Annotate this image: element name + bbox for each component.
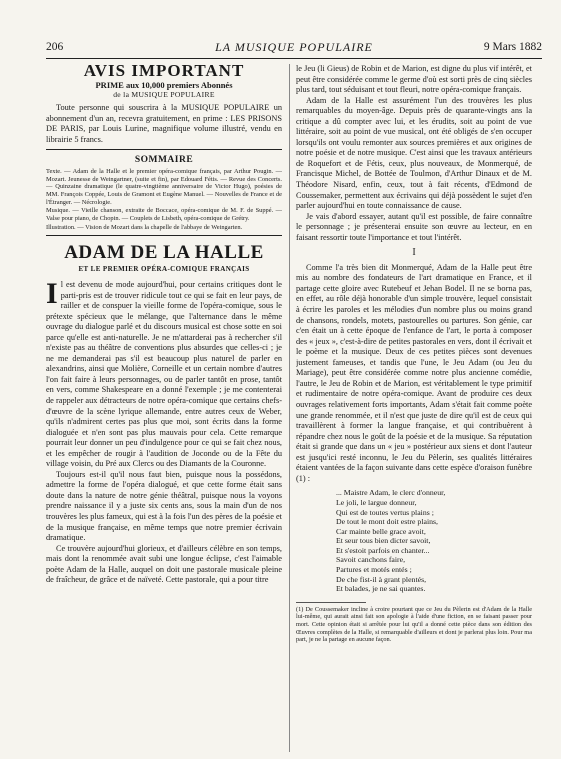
poem-line: Et balades, je ne sai quantes.	[336, 584, 426, 594]
summary-item: Texte. — Adam de la Halle et le premier opéra-comique français, par Arthur Pougin. — Mozart. Jeunesse de Weingartner, (suite et fin), par Edouard Fétis. — Revue des Concerts. — Quinzaine dramatique (le quatre-vingtième anniversaire de Victor Hugo), poésies de MM. François Coppée, Louis de Gramont et Eugène Manuel. — Nouvelles de France et de l'Étranger. — Nécrologie.	[46, 167, 282, 206]
notice-title: AVIS IMPORTANT	[83, 64, 245, 80]
poem-line: ... Maistre Adam, le clerc d'onneur,	[336, 488, 446, 498]
summary-title: SOMMAIRE	[134, 155, 194, 166]
section-rule	[46, 235, 282, 236]
article-title: ADAM DE LA HALLE	[64, 242, 264, 264]
article-paragraph-text: l est devenu de mode aujourd'hui, pour certains critiques dont le parti-pris est de trouver ridicule tout ce qui se fait en leur pays, de railler et de conspuer la vieille forme de l'opéra-comique, sous le prétexte spécieux que le mélange, que l'alternance dans le même ouvrage du dialogue parlé et du discours musical est chose sotte en soi parce qu'elle est anti-naturelle. Je ne m'attarderai pas à rechercher s'il n'existe pas au théâtre de conventions plus absurdes que celles-ci ; je ne me demanderai pas s'il est beaucoup plus naturel de parler en alexandrins, ainsi que Molière, Corneille et un certain nombre d'autres l'on fait faire à leurs personnages, ou de parler tantôt en prose, tantôt en vers, comme Shakespeare en a donné l'exemple ; je me contenterai de rappeler aux détracteurs de notre opéra-comique que certains chefs-d'œuvre de la scène lyrique allemande, entre autres ceux de Weber, qu'ils n'admirent certes pas plus que moi, sont écrits dans la forme dialoguée et n'en sont pas plus mauvais pour cela. Cette remarque pourrait leur donner un peu d'indulgence pour ce qui se fait chez nous, et les empêcher de rougir à l'audition de Joconde ou de la Fête du village voisin, du Pré aux Clercs ou des Diamants de la Couronne.	[46, 280, 282, 469]
poem-line: Le joli, le largue donneur,	[336, 497, 417, 507]
journal-title: LA MUSIQUE POPULAIRE	[215, 40, 373, 54]
notice-prime-sub: de la MUSIQUE POPULAIRE	[113, 89, 215, 99]
poem-line: Et s'estoit parfois en chanter...	[336, 545, 430, 555]
page-header	[46, 38, 542, 59]
article-paragraph: Adam de la Halle est assurément l'un des trouvères les plus remarquables du moyen-âge. Depuis près de quarante-vingts ans la critique a dû compter avec lui, et les érudits, soit au point de vue littéraire, soit au point de vue musical, ont été obligés de s'en occuper lorsqu'ils ont voulu remonter aux sources premières et aux origines de notre poésie et de notre musique. C'est ainsi que les travaux antérieurs de Roquefort et de Fétis, ceux, plus nouveaux, de Monmerqué, de Francisque Michel, de Bottée de Toulmon, d'Arthur Dinaux et de M. Théodore Nisard, enfin, ceux, tout à fait récents, d'Edmond de Coussemaker, permettent aux écrivains qui déjà possèdent le sujet d'en parler aujourd'hui en toute connaissance de cause.	[296, 95, 532, 211]
section-rule	[46, 149, 282, 150]
issue-date: 9 Mars 1882	[483, 41, 542, 53]
poem-line: De tout le mont doit estre plains,	[336, 517, 438, 527]
poem-line: Qui est de toutes vertus plains ;	[336, 507, 434, 517]
poem-line: Et seur tous bien dicter savoit,	[336, 536, 431, 546]
article-paragraph: Ce trouvère aujourd'hui glorieux, et d'ailleurs célèbre en son temps, mais dont la renommée avait subi une longue éclipse, c'est l'aimable poète Adam de la Halle, auquel on doit une pastorale musicale pleine de fraîcheur, de grâce et de naïveté. Cette pastorale, qui a pour titre	[46, 543, 282, 585]
article-paragraph: Comme l'a très bien dit Monmerqué, Adam de la Halle peut être mis au nombre des fondateurs de l'art dramatique en France, et il partage cette gloire avec Rutebeuf et Jehan Bodel. Il ne se borna pas, en effet, au rôle déjà honorable d'un simple trouvère, lequel consistait à écrire les paroles et les mélodies d'un nombre plus ou moins grand de chansons, rondels, motets, pastourelles ou partures. Son génie, car c'en était un à cette époque de l'enfance de l'art, le porta à composer des « jeux », c'est-à-dire de petites pastorales en vers, dont il écrivait et le poème et la musique. Deux de ces petites pièces sont devenues justement fameuses, et tandis que l'une, le Jeu Adam (ou Jeu du Mariage), peut être considérée comme notre plus ancienne comédie, l'autre, le Jeu de Robin et de Marion, est véritablement le type primitif et rudimentaire de notre opéra-comique. Avant de produire ces deux ouvrages relativement forts importants, Adam s'était fait comme poète une grande renommée, et il n'est que juste de dire qu'il est de ceux qui travaillèrent à former la langue française, et qui contribuèrent à répandre chez nous le goût de la poésie et de la musique. Sa réputation était si grande que dans un « jeu » postérieur aux siens et dont l'auteur est jusqu'ici resté inconnu, le Jeu du Pèlerin, ses qualités littéraires étaient vantées de la façon suivante dans cette espèce d'oraison funèbre (1) :	[296, 262, 532, 483]
column-divider	[289, 64, 290, 752]
left-column	[46, 64, 282, 754]
page-number: 206	[46, 41, 64, 53]
notice-body: Toute personne qui souscrira à la MUSIQUE POPULAIRE un abonnement d'un an, recevra gratuitement, en prime : LES PRISONS DE PARIS, par Louis Lurine, magnifique volume illustré, vendu en librairie 5 francs.	[46, 103, 282, 144]
summary-item: Illustration. — Vision de Mozart dans la chapelle de l'abbaye de Weingarten.	[46, 223, 243, 231]
section-number: I	[412, 247, 416, 259]
poem-line: De che fist-il à grant plentés,	[336, 574, 427, 584]
drop-cap: I	[46, 277, 58, 310]
footnote-rule	[296, 602, 366, 603]
article-paragraph	[46, 277, 282, 470]
poem-line: Partures et motés entés ;	[336, 565, 412, 575]
article-paragraph: Je vais d'abord essayer, autant qu'il est possible, de faire connaître le personnage ; je présenterai ensuite son œuvre au lecteur, en en faisant ressortir toute l'importance et tout l'intérêt.	[296, 211, 532, 242]
article-paragraph: le Jeu (li Gieus) de Robin et de Marion, est digne du plus vif intérêt, et peut être considérée comme le germe d'où est sorti près de cinq siècles plus tard, tout séduisant et tout fleuri, notre opéra-comique français.	[296, 64, 532, 95]
article-paragraph: Toujours est-il qu'il nous faut bien, puisque nous la possédons, admettre la forme de l'opéra dialogué, et que cette forme était sans doute dans la nature de notre génie théâtral, puisque nous la voyons prendre naissance il y a juste six cents ans, sous la main d'un de nos trouvères les plus fameux, qui est à la fois l'un des pères de la poésie et de la musique française, en même temps que notre premier écrivain dramatique.	[46, 469, 282, 543]
article-subtitle: ET LE PREMIER OPÉRA-COMIQUE FRANÇAIS	[78, 265, 250, 274]
footnote: (1) De Coussemaker incline à croire pourtant que ce Jeu du Pèlerin est d'Adam de la Halle lui-même, qui aurait ainsi fait son apologie à l'aide d'une fiction, en se faisant passer pour mort. Cette opinion était si arrêtée pour lui qu'il a donné cette pièce dans son édition des Œuvres complètes de la Halle, si remarquable d'ailleurs et dont je parlerai plus loin. Pour ma part, je ne la partage en aucune façon.	[296, 605, 532, 644]
poem-line: Savoit canchons faire,	[336, 555, 406, 565]
poem-line: Car mainte belle grace avoit,	[336, 526, 426, 536]
summary-item: Musique. — Vieille chanson, extraite de Boccace, opéra-comique de M. F. de Suppé. — Valse pour piano, de Chopin. — Couplets de Lisbeth, opéra-comique de Grétry.	[46, 207, 282, 223]
right-column	[296, 64, 532, 754]
poem-block	[336, 488, 532, 594]
notice-prime-line: PRIME aux 10,000 premiers Abonnés	[95, 79, 233, 90]
